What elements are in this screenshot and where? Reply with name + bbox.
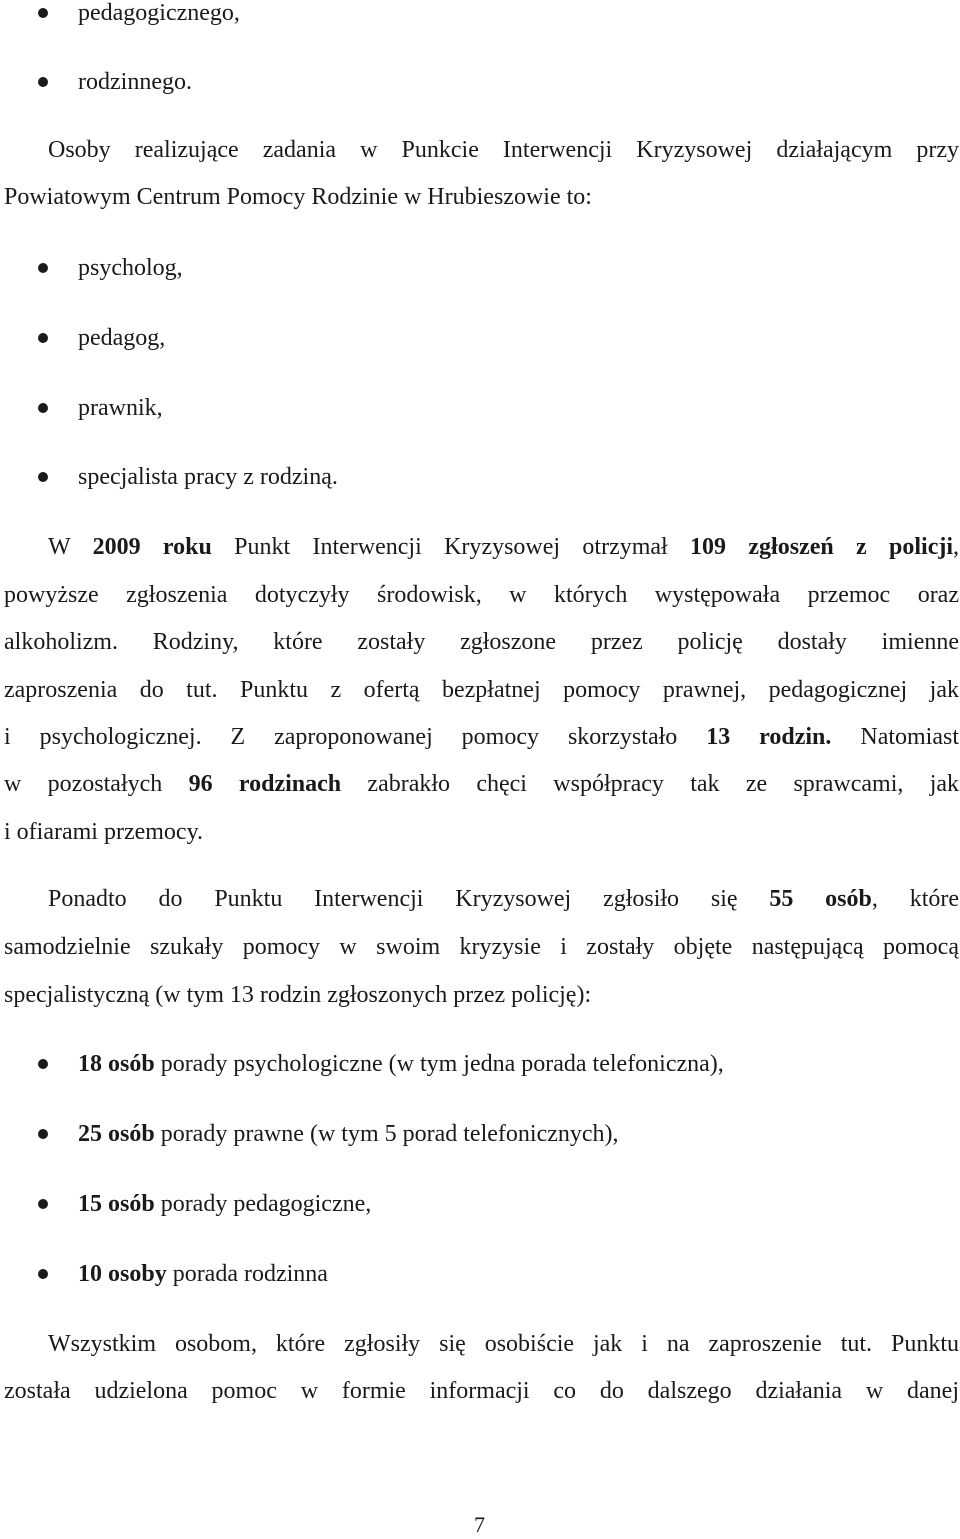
paragraph-line: została udzielona pomoc w formie informacji co do dalszego działania w danej <box>4 1378 959 1404</box>
paragraph-line: Ponadto do Punktu Interwencji Kryzysowej zgłosiło się 55 osób, które <box>48 886 959 912</box>
list-item-text: prawnik, <box>78 395 163 421</box>
paragraph-line: w pozostałych 96 rodzinach zabrakło chęci współpracy tak ze sprawcami, jak <box>4 771 959 797</box>
list-item-text: 25 osób porady prawne (w tym 5 porad telefonicznych), <box>78 1121 619 1147</box>
paragraph-line: Powiatowym Centrum Pomocy Rodzinie w Hrubieszowie to: <box>4 184 592 210</box>
paragraph-line: i psychologicznej. Z zaproponowanej pomocy skorzystało 13 rodzin. Natomiast <box>4 724 959 750</box>
bullet-icon <box>38 403 48 413</box>
bullet-icon <box>38 263 48 273</box>
bullet-icon <box>38 8 48 18</box>
bullet-icon <box>38 77 48 87</box>
list-item-text: 10 osoby porada rodzinna <box>78 1261 328 1287</box>
bullet-icon <box>38 1269 48 1279</box>
paragraph-line: powyższe zgłoszenia dotyczyły środowisk, w których występowała przemoc oraz <box>4 582 959 608</box>
paragraph-line: Osoby realizujące zadania w Punkcie Interwencji Kryzysowej działającym przy <box>48 137 959 163</box>
list-item-text: pedagog, <box>78 325 166 351</box>
page-number: 7 <box>474 1512 485 1537</box>
bullet-icon <box>38 333 48 343</box>
bullet-icon <box>38 1059 48 1069</box>
list-item-text: psycholog, <box>78 255 183 281</box>
list-item-text: pedagogicznego, <box>78 0 240 26</box>
paragraph-line: alkoholizm. Rodziny, które zostały zgłoszone przez policję dostały imienne <box>4 629 959 655</box>
paragraph-line: i ofiarami przemocy. <box>4 819 204 845</box>
list-item-text: rodzinnego. <box>78 69 192 95</box>
list-item-text: 15 osób porady pedagogiczne, <box>78 1191 372 1217</box>
paragraph-line: zaproszenia do tut. Punktu z ofertą bezpłatnej pomocy prawnej, pedagogicznej jak <box>4 677 959 703</box>
bullet-icon <box>38 1199 48 1209</box>
paragraph-line: W 2009 roku Punkt Interwencji Kryzysowej otrzymał 109 zgłoszeń z policji, <box>48 534 959 560</box>
paragraph-line: Wszystkim osobom, które zgłosiły się osobiście jak i na zaproszenie tut. Punktu <box>48 1331 959 1357</box>
paragraph-line: samodzielnie szukały pomocy w swoim kryzysie i zostały objęte następującą pomocą <box>4 934 959 960</box>
list-item-text: 18 osób porady psychologiczne (w tym jedna porada telefoniczna), <box>78 1051 724 1077</box>
bullet-icon <box>38 1129 48 1139</box>
bullet-icon <box>38 472 48 482</box>
paragraph-line: specjalistyczną (w tym 13 rodzin zgłoszonych przez policję): <box>4 982 592 1008</box>
list-item-text: specjalista pracy z rodziną. <box>78 464 338 490</box>
